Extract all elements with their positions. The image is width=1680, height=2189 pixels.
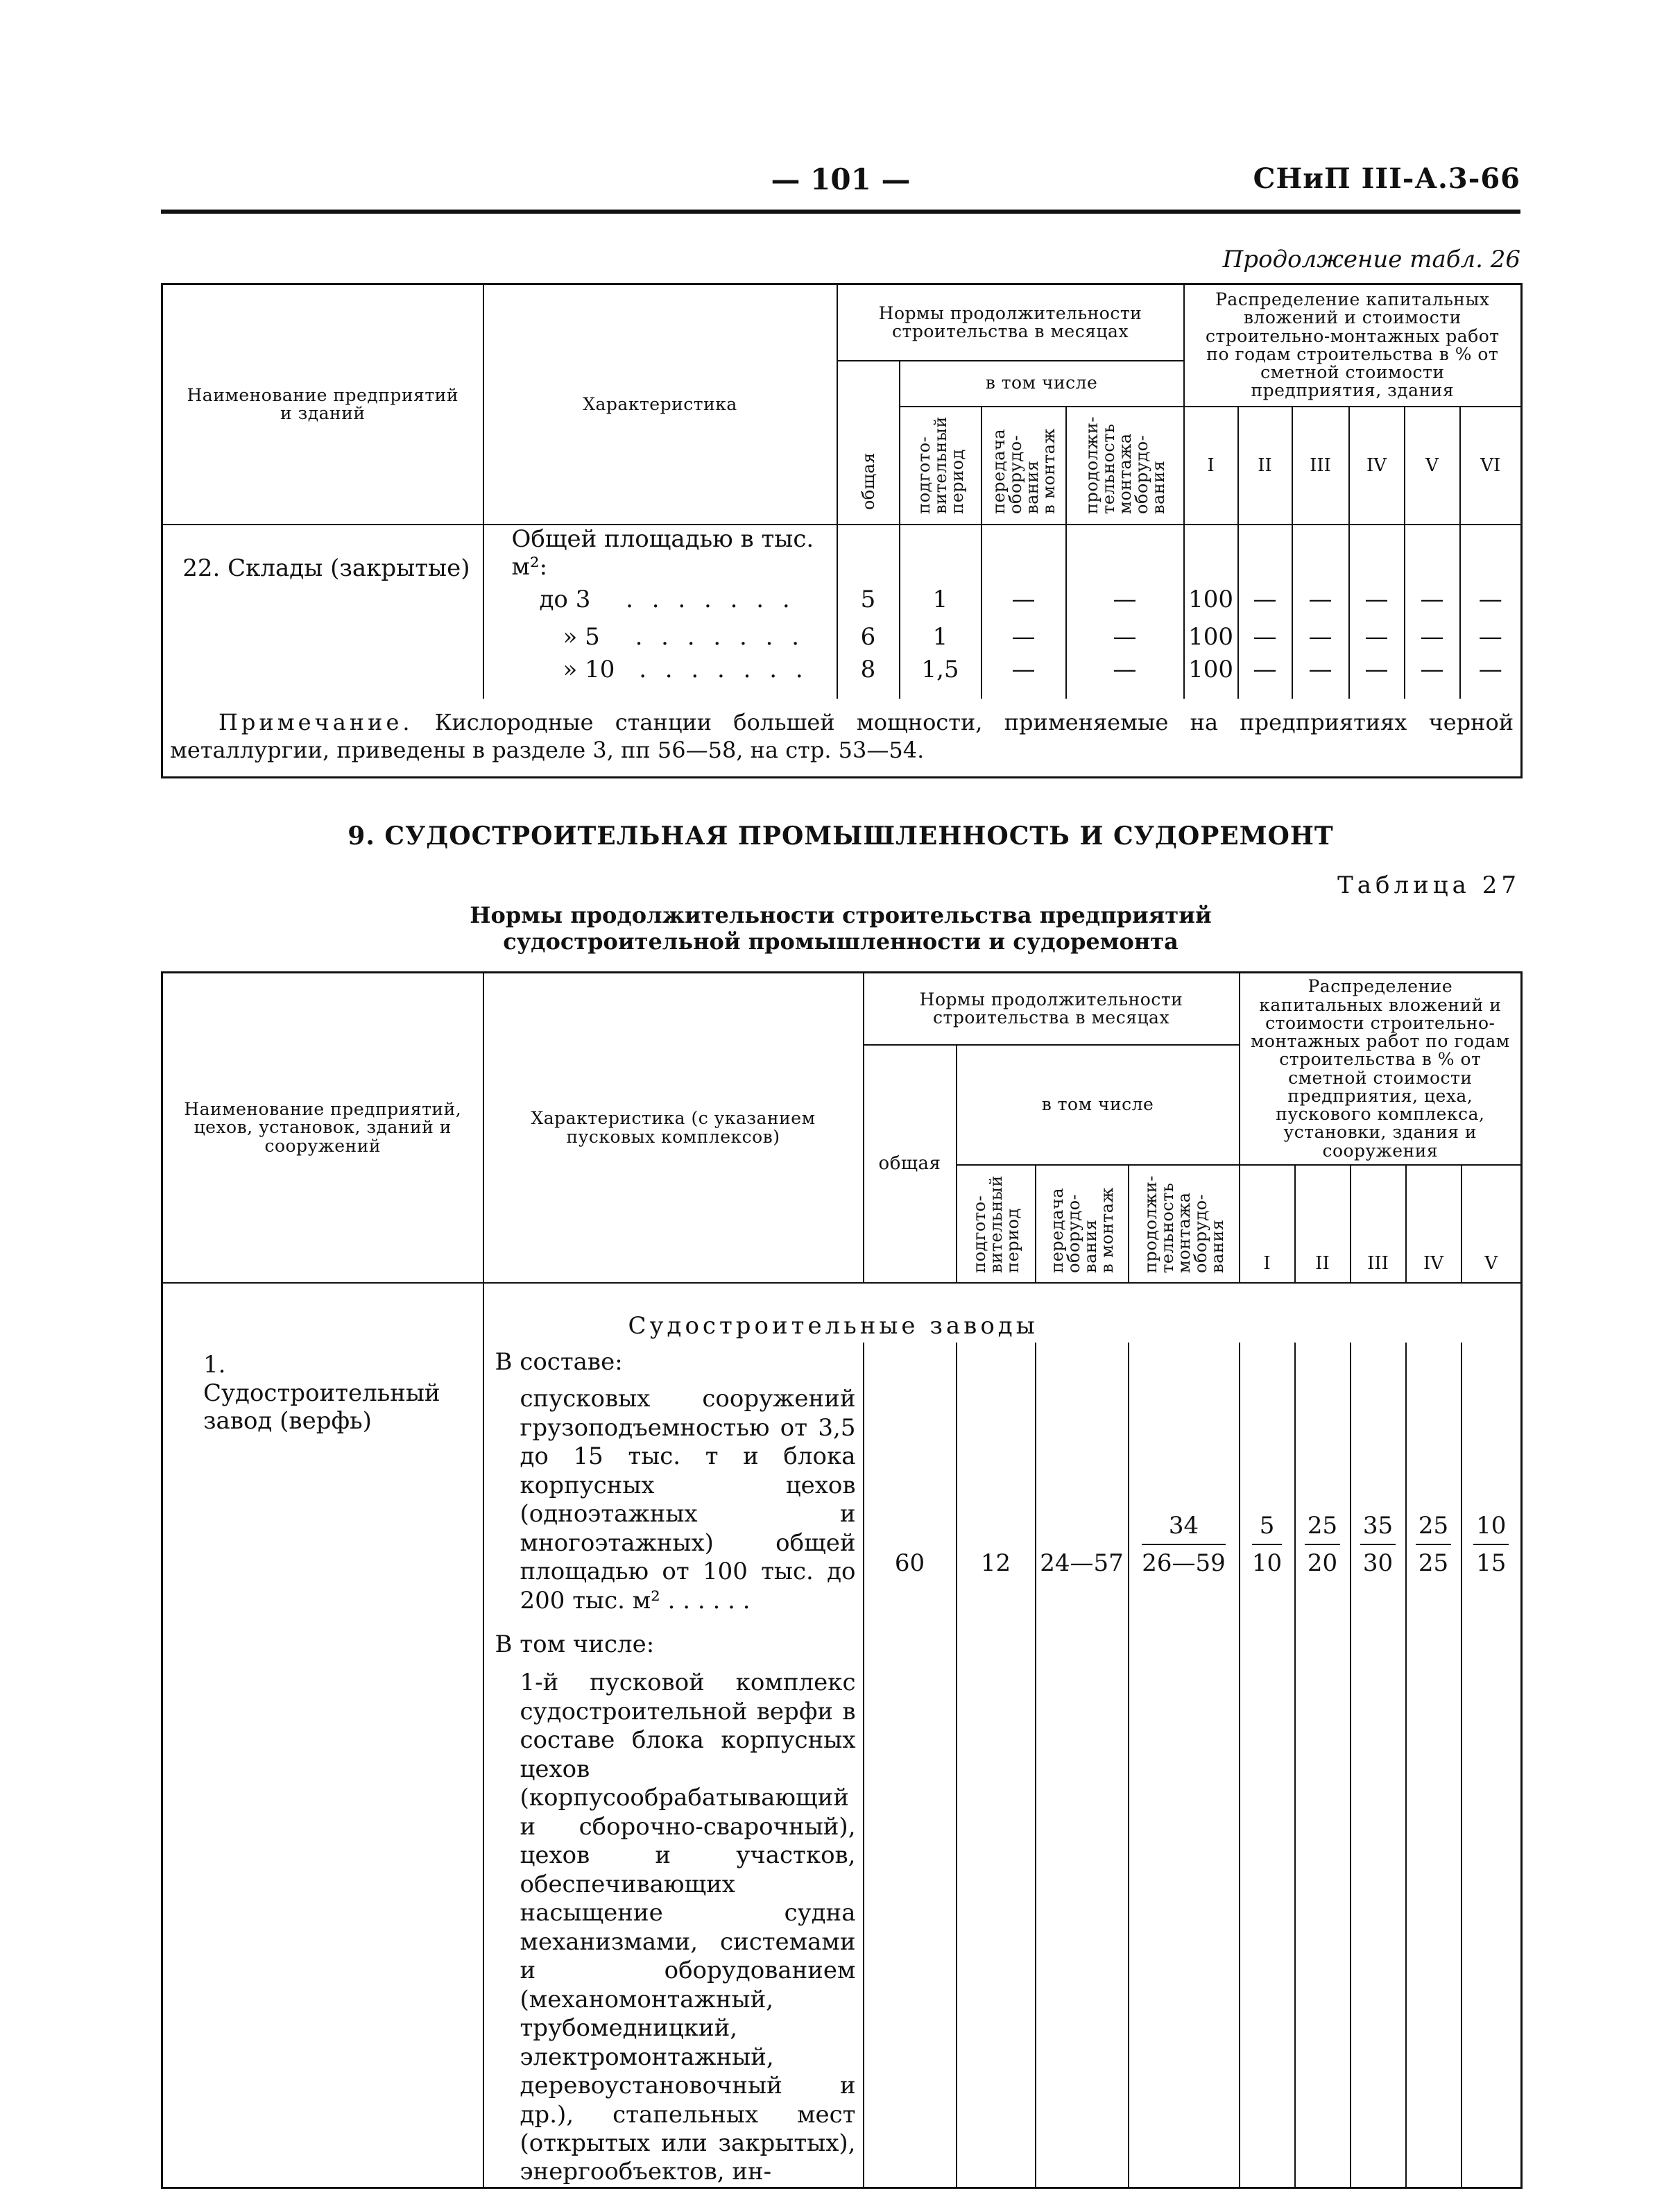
fraction-bottom: 15: [1476, 1549, 1507, 1577]
t27-col-char: Характеристика (с указанием пусковых комплексов): [483, 973, 864, 1283]
t26-cell-y5: —: [1405, 581, 1460, 618]
t26-col-prep-text: подгото- вительный период: [914, 416, 967, 515]
t27-char-lead: В составе:: [495, 1347, 623, 1376]
t26-cell-y3: —: [1292, 581, 1349, 618]
fraction-top: 10: [1473, 1512, 1509, 1545]
t26-row-label-text: до 3: [539, 585, 591, 613]
t27-cell-y1: [1240, 1343, 1295, 2188]
t27-item-char: [483, 1343, 864, 2188]
continuation-label: Продолжение табл. 26: [1222, 246, 1520, 273]
t26-cell-y3: —: [1292, 618, 1349, 656]
fraction-bottom: 20: [1307, 1549, 1338, 1577]
t27-cell-y4: [1406, 1343, 1462, 2188]
t27-col-prep: [957, 1165, 1036, 1283]
page-header: [161, 160, 1520, 201]
page-number: — 101 —: [771, 162, 911, 196]
t27-year-2: II: [1295, 1165, 1351, 1283]
leader-dots: . . . . . . .: [626, 585, 796, 613]
t26-cell-transfer: —: [982, 618, 1066, 656]
t26-cell-y6: —: [1460, 581, 1522, 618]
t27-col-transfer-text: передача оборудо- вания в монтаж: [1047, 1186, 1117, 1273]
t27-char-lead2: В том числе:: [495, 1630, 655, 1658]
t26-row-label: [483, 618, 837, 656]
t26-note-text: Кислородные станции большей мощности, применяемые на предприятиях черной металлургии, приведены в разделе 3, пп 56—58, на стр. 53—54.: [170, 708, 1514, 763]
fraction: [1473, 1512, 1509, 1577]
t27-col-transfer: [1036, 1165, 1129, 1283]
t26-cell-y2: —: [1238, 618, 1292, 656]
t26-row-label-text: » 5: [563, 622, 600, 651]
t26-row-label-text: » 10: [563, 655, 615, 683]
t27-cell-prep: 12: [957, 1343, 1036, 2188]
t26-cell-y2: —: [1238, 581, 1292, 618]
t27-col-distribution: Распределение капитальных вложений и стоимости строительно-монтажных работ по годам строительства в % от сметной стоимости предприятия, цеха, пускового комплекса, установки, здания и сооружения: [1240, 973, 1522, 1165]
table-27: [161, 971, 1523, 2189]
t26-cell-transfer: —: [982, 656, 1066, 699]
t26-cell-y4: —: [1349, 581, 1405, 618]
t27-year-5: V: [1462, 1165, 1522, 1283]
t26-col-duration-text: продолжи- тельность монтажа оборудо- вания: [1081, 416, 1168, 515]
t26-col-total-text: общая: [858, 452, 878, 511]
t26-cell-prep: 1: [900, 618, 982, 656]
t27-col-duration: [1129, 1165, 1240, 1283]
fraction-bottom: 25: [1418, 1549, 1449, 1577]
t26-cell-prep: 1,5: [900, 656, 982, 699]
t27-group-title: Судостроительные заводы: [483, 1283, 1522, 1343]
t27-cell-y2: [1295, 1343, 1351, 2188]
t27-year-4: IV: [1406, 1165, 1462, 1283]
t26-note-label: Примечание.: [218, 708, 413, 735]
t26-item-name: 22. Склады (закрытые): [162, 525, 483, 699]
t26-year-6: VI: [1460, 407, 1522, 525]
table-27-title-line2: судостроительной промышленности и судоремонта: [503, 928, 1178, 955]
t27-col-including: в том числе: [957, 1045, 1240, 1165]
t27-col-total: общая: [864, 1045, 957, 1283]
fraction: [1252, 1512, 1282, 1577]
t27-col-prep-text: подгото- вительный период: [969, 1175, 1022, 1273]
t26-cell-y1: 100: [1184, 581, 1238, 618]
fraction: [1360, 1512, 1396, 1577]
fraction-bottom: 10: [1251, 1549, 1283, 1577]
table-26: [161, 283, 1523, 778]
t26-col-char: Характеристика: [483, 284, 837, 525]
t26-col-name: Наименование предприятий и зданий: [162, 284, 483, 525]
t27-cell-transfer: 24—57: [1036, 1343, 1129, 2188]
t26-cell-total: 8: [837, 656, 900, 699]
t26-col-including: в том числе: [900, 361, 1184, 407]
t26-col-transfer-text: передача оборудо- вания в монтаж: [988, 428, 1058, 515]
t26-cell-transfer: —: [982, 581, 1066, 618]
t26-col-duration: [1066, 407, 1184, 525]
t27-char-p2: 1-й пусковой комплекс судостроительной верфи в составе блока корпусных цехов (корпусообрабатывающий и сборочно-сварочный), цехов и участков, обеспечивающих насыщение судна механизмами, системами и оборудованием (механомонтажный, трубомедницкий, электромонтажный, деревоустановочный и др.), стапельных мест (открытых или закрытых), энергообъектов, ин-: [520, 1669, 856, 2186]
t26-cell-y1: 100: [1184, 618, 1238, 656]
fraction-bottom: 26—59: [1142, 1549, 1226, 1577]
t27-cell-y3: [1351, 1343, 1406, 2188]
leader-dots: . . . . . . .: [639, 655, 809, 683]
t27-cell-y5: [1462, 1343, 1522, 2188]
t27-cell-total: 60: [864, 1343, 957, 2188]
fraction: [1416, 1512, 1451, 1577]
fraction-top: 25: [1416, 1512, 1451, 1545]
t26-row-label: [483, 656, 837, 699]
t26-cell-y3: —: [1292, 656, 1349, 699]
t26-cell-y1: 100: [1184, 656, 1238, 699]
leader-dots: . . . . . . .: [635, 622, 805, 651]
t26-cell-prep: 1: [900, 581, 982, 618]
standard-code: СНиП III-А.3-66: [1253, 162, 1520, 195]
t26-cell-y6: —: [1460, 656, 1522, 699]
fraction-top: 5: [1252, 1512, 1282, 1545]
table-27-label: Таблица 27: [1337, 871, 1520, 899]
t26-cell-duration: —: [1066, 581, 1184, 618]
t26-year-1: I: [1184, 407, 1238, 525]
fraction-top: 34: [1142, 1512, 1226, 1545]
t26-cell-total: 6: [837, 618, 900, 656]
t26-cell-y5: —: [1405, 618, 1460, 656]
table-27-title-line1: Нормы продолжительности строительства предприятий: [470, 901, 1212, 928]
t26-col-norms: Нормы продолжительности строительства в месяцах: [837, 284, 1184, 361]
t27-char-p1: спусковых сооружений грузоподъемностью от 3,5 до 15 тыс. т и блока корпусных цехов (одноэтажных и многоэтажных) общей площадью от 100 тыс. до 200 тыс. м² . . . . . .: [520, 1385, 856, 1615]
t26-cell-y2: —: [1238, 656, 1292, 699]
t27-year-1: I: [1240, 1165, 1295, 1283]
t26-year-3: III: [1292, 407, 1349, 525]
table-27-title: [161, 902, 1520, 955]
t26-col-distribution: Распределение капитальных вложений и стоимости строительно-монтажных работ по годам строительства в % от сметной стоимости предприятия, здания: [1184, 284, 1522, 407]
t26-note: [162, 699, 1522, 778]
t26-col-total: [837, 361, 900, 525]
document-page: [161, 160, 1520, 2189]
fraction-top: 25: [1305, 1512, 1340, 1545]
t26-cell-duration: —: [1066, 618, 1184, 656]
t26-col-prep: [900, 407, 982, 525]
t27-col-norms: Нормы продолжительности строительства в месяцах: [864, 973, 1240, 1045]
header-rule: [161, 210, 1520, 214]
t27-cell-duration: [1129, 1343, 1240, 2188]
fraction: [1142, 1512, 1226, 1577]
t27-year-3: III: [1351, 1165, 1406, 1283]
t26-item-head: Общей площадью в тыс. м²:: [483, 525, 837, 581]
t27-item-name: 1. Судостроительный завод (верфь): [162, 1343, 483, 2188]
t26-cell-duration: —: [1066, 656, 1184, 699]
section-title: 9. СУДОСТРОИТЕЛЬНАЯ ПРОМЫШЛЕННОСТЬ И СУДОРЕМОНТ: [348, 821, 1334, 851]
t27-col-name: Наименование предприятий, цехов, установок, зданий и сооружений: [162, 973, 483, 1283]
fraction-top: 35: [1360, 1512, 1396, 1545]
t26-cell-y6: —: [1460, 618, 1522, 656]
t26-cell-y4: —: [1349, 656, 1405, 699]
t26-cell-total: 5: [837, 581, 900, 618]
t26-cell-y5: —: [1405, 656, 1460, 699]
t26-year-4: IV: [1349, 407, 1405, 525]
fraction-bottom: 30: [1362, 1549, 1394, 1577]
t27-col-duration-text: продолжи- тельность монтажа оборудо- вания: [1140, 1175, 1227, 1273]
t26-year-2: II: [1238, 407, 1292, 525]
fraction: [1305, 1512, 1340, 1577]
t26-col-transfer: [982, 407, 1066, 525]
t26-year-5: V: [1405, 407, 1460, 525]
t26-row-label: [483, 581, 837, 618]
t26-cell-y4: —: [1349, 618, 1405, 656]
